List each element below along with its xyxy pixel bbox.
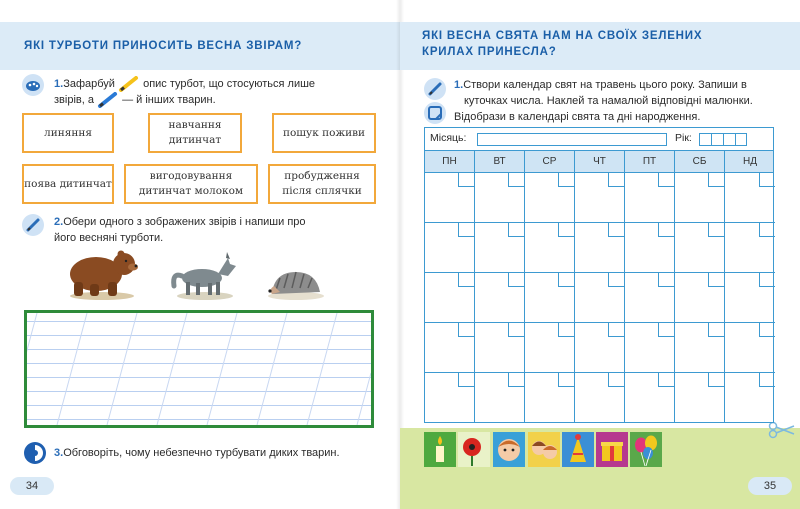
date-corner[interactable]: [458, 273, 474, 287]
word-box-2[interactable]: навчання дитинчат: [148, 113, 242, 153]
date-corner[interactable]: [508, 223, 524, 237]
word-box-5[interactable]: вигодовування дитинчат молоком: [124, 164, 258, 204]
date-corner[interactable]: [759, 373, 775, 387]
balloons-sticker[interactable]: [630, 432, 662, 467]
calendar-day-cell[interactable]: [575, 373, 625, 423]
date-corner[interactable]: [708, 173, 724, 187]
calendar-day-cell[interactable]: [525, 323, 575, 373]
calendar-day-cell[interactable]: [575, 223, 625, 273]
pencil-icon: [22, 214, 44, 236]
task1-right-line2: куточках числа. Наклей та намалюй відповідні малюнки.: [464, 95, 753, 107]
sticker-icon: [424, 102, 446, 124]
calendar-day-cell[interactable]: [625, 323, 675, 373]
date-corner[interactable]: [608, 323, 624, 337]
bear-image[interactable]: [62, 244, 142, 300]
date-corner[interactable]: [508, 323, 524, 337]
calendar-day-cell[interactable]: [475, 273, 525, 323]
calendar-day-cell[interactable]: [625, 173, 675, 223]
calendar-day-cell[interactable]: [475, 323, 525, 373]
calendar-day-cell[interactable]: [675, 323, 725, 373]
date-corner[interactable]: [558, 323, 574, 337]
date-corner[interactable]: [608, 223, 624, 237]
calendar-day-cell[interactable]: [675, 273, 725, 323]
date-corner[interactable]: [658, 223, 674, 237]
weekday-2: СР: [525, 151, 575, 173]
task2-line1: Обери одного з зображених звірів і напиши про: [63, 216, 306, 228]
calendar-day-cell[interactable]: [675, 173, 725, 223]
wolf-image[interactable]: [170, 250, 240, 300]
calendar-top-bar: [424, 127, 774, 151]
date-corner[interactable]: [658, 373, 674, 387]
page-title-right-line2: КРИЛАХ ПРИНЕСЛА?: [422, 46, 557, 58]
calendar-day-cell[interactable]: [725, 273, 775, 323]
weekday-3: ЧТ: [575, 151, 625, 173]
date-corner[interactable]: [508, 373, 524, 387]
date-corner[interactable]: [458, 173, 474, 187]
writing-area[interactable]: [24, 310, 374, 428]
date-corner[interactable]: [458, 373, 474, 387]
task3-number: 3.: [54, 447, 64, 459]
hedgehog-image[interactable]: [264, 266, 328, 300]
date-corner[interactable]: [558, 223, 574, 237]
date-corner[interactable]: [608, 173, 624, 187]
word-box-1[interactable]: линяння: [22, 113, 114, 153]
year-label: Рік:: [675, 132, 692, 144]
date-corner[interactable]: [759, 273, 775, 287]
calendar-day-cell[interactable]: [475, 223, 525, 273]
word-box-4[interactable]: поява дитинчат: [22, 164, 114, 204]
calendar-day-cell[interactable]: [575, 323, 625, 373]
date-corner[interactable]: [558, 273, 574, 287]
calendar-day-cell[interactable]: [425, 273, 475, 323]
calendar-day-cell[interactable]: [675, 373, 725, 423]
calendar-day-cell[interactable]: [525, 173, 575, 223]
date-corner[interactable]: [658, 173, 674, 187]
calendar-day-cell[interactable]: [625, 373, 675, 423]
blue-pencil-icon: [97, 92, 119, 108]
slant-lines: [27, 313, 371, 425]
weekday-6: НД: [743, 156, 757, 167]
calendar-day-cell[interactable]: [425, 373, 475, 423]
task1-text: [54, 76, 384, 108]
page-title-left: ЯКІ ТУРБОТИ ПРИНОСИТЬ ВЕСНА ЗВІРАМ?: [24, 40, 303, 52]
weekday-5: СБ: [675, 151, 725, 173]
date-corner[interactable]: [558, 173, 574, 187]
task1-number: 1.: [54, 78, 64, 90]
children-sticker[interactable]: [528, 432, 560, 467]
task3-line: Обговоріть, чому небезпечно турбувати диких тварин.: [63, 447, 340, 459]
calendar-day-cell[interactable]: [425, 323, 475, 373]
date-corner[interactable]: [458, 223, 474, 237]
candle-sticker[interactable]: [424, 432, 456, 467]
calendar-day-cell[interactable]: [675, 223, 725, 273]
calendar-day-cell[interactable]: [725, 223, 775, 273]
task2-line2: його весняні турботи.: [54, 232, 164, 244]
date-corner[interactable]: [708, 223, 724, 237]
weekday-1: ВТ: [475, 151, 525, 173]
poppy-sticker[interactable]: [458, 432, 490, 467]
month-label: Місяць:: [430, 132, 467, 144]
calendar-day-cell[interactable]: [425, 173, 475, 223]
calendar-day-cell[interactable]: [525, 223, 575, 273]
date-corner[interactable]: [458, 323, 474, 337]
calendar-day-cell[interactable]: [525, 373, 575, 423]
calendar-day-cell[interactable]: [475, 173, 525, 223]
task3-text: [54, 445, 394, 461]
scissors-icon: [768, 420, 796, 440]
pencil-icon-right: [424, 78, 446, 100]
boy-sticker[interactable]: [493, 432, 525, 467]
date-corner[interactable]: [658, 323, 674, 337]
date-corner[interactable]: [759, 173, 775, 187]
calendar-day-cell[interactable]: [575, 273, 625, 323]
discuss-icon: [24, 442, 46, 464]
task1-right-line3: Відобрази в календарі свята та дні народження.: [454, 111, 701, 123]
calendar-day-cell[interactable]: [725, 323, 775, 373]
palette-icon: [22, 74, 44, 96]
word-box-6[interactable]: пробудження після сплячки: [268, 164, 376, 204]
calendar-day-cell[interactable]: [625, 223, 675, 273]
year-input[interactable]: [699, 133, 747, 146]
weekday-4: ПТ: [625, 151, 675, 173]
page-number-right: 35: [748, 477, 792, 495]
task1-line1-a: Зафарбуй: [63, 78, 115, 90]
task1-right-text: [454, 77, 794, 125]
task1-line2-b: — й інших тварин.: [122, 94, 216, 107]
date-corner[interactable]: [759, 323, 775, 337]
word-box-3[interactable]: пошук поживи: [272, 113, 376, 153]
party-hat-sticker[interactable]: [562, 432, 594, 467]
calendar-day-cell[interactable]: [425, 223, 475, 273]
month-input[interactable]: [477, 133, 667, 146]
date-corner[interactable]: [708, 323, 724, 337]
date-corner[interactable]: [508, 173, 524, 187]
date-corner[interactable]: [608, 373, 624, 387]
task1-line2-a: звірів, а: [54, 94, 94, 107]
task1-right-number: 1.: [454, 79, 464, 91]
date-corner[interactable]: [508, 273, 524, 287]
page-number-left: 34: [10, 477, 54, 495]
date-corner[interactable]: [759, 223, 775, 237]
calendar-day-cell[interactable]: [725, 373, 775, 423]
calendar-weekdays: [424, 151, 774, 173]
task2-number: 2.: [54, 216, 64, 228]
task1-right-line1: Створи календар свят на травень цього року. Запиши в: [463, 79, 747, 91]
weekday-0: ПН: [425, 151, 475, 173]
calendar-day-cell[interactable]: [625, 273, 675, 323]
calendar-day-cell[interactable]: [525, 273, 575, 323]
gift-sticker[interactable]: [596, 432, 628, 467]
task1-line1-b: опис турбот, що стосуються лише: [143, 78, 316, 90]
calendar-day-cell[interactable]: [575, 173, 625, 223]
date-corner[interactable]: [608, 273, 624, 287]
calendar-day-cell[interactable]: [725, 173, 775, 223]
date-corner[interactable]: [708, 273, 724, 287]
calendar-day-cell[interactable]: [475, 373, 525, 423]
date-corner[interactable]: [708, 373, 724, 387]
yellow-pencil-icon: [118, 76, 140, 92]
date-corner[interactable]: [558, 373, 574, 387]
task2-text: [54, 214, 384, 246]
date-corner[interactable]: [658, 273, 674, 287]
page-title-right-line1: ЯКІ ВЕСНА СВЯТА НАМ НА СВОЇХ ЗЕЛЕНИХ: [422, 30, 703, 42]
calendar-grid: [424, 173, 774, 423]
